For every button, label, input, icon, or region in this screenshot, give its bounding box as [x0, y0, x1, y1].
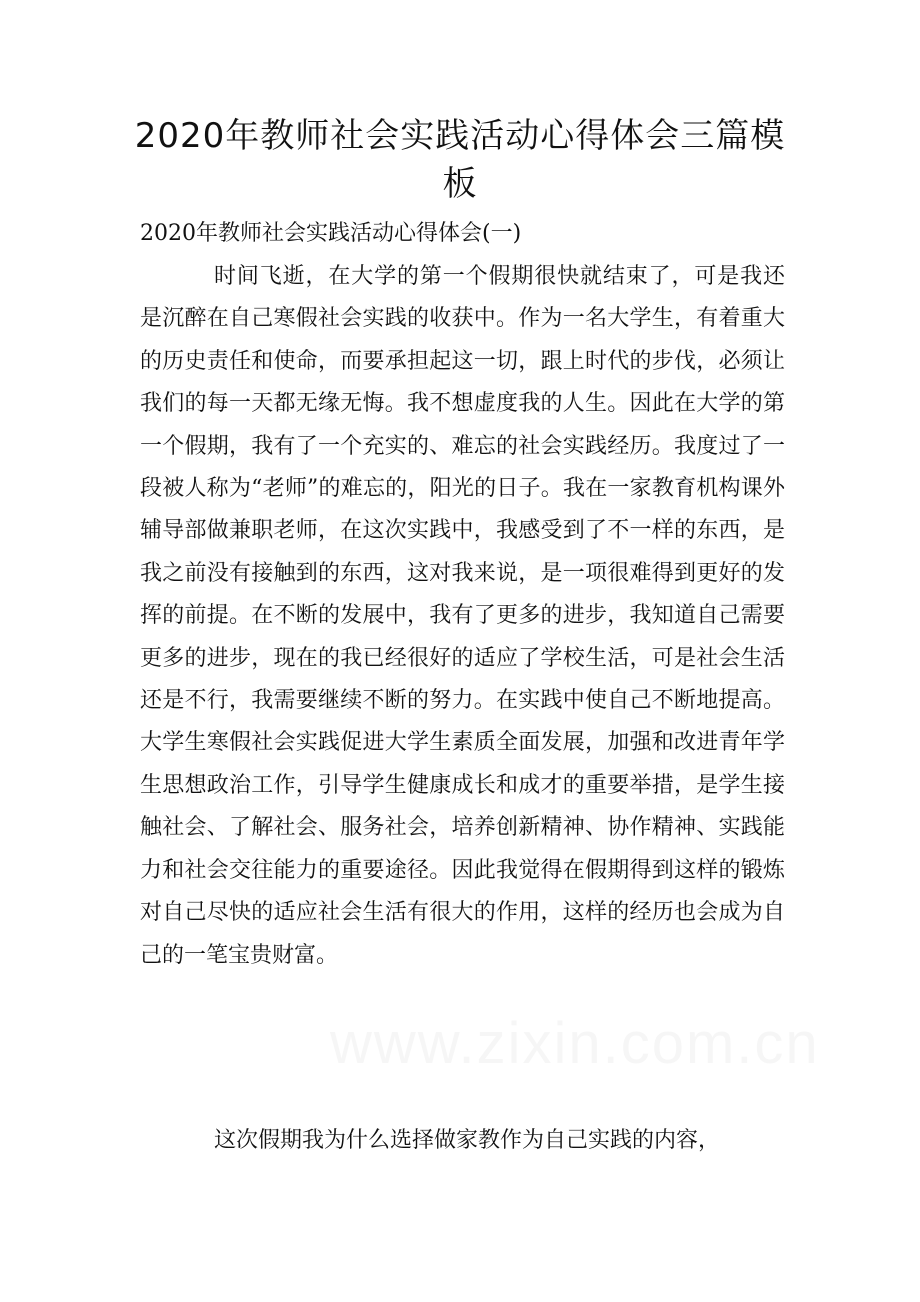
body-paragraph-2: 这次假期我为什么选择做家教作为自己实践的内容， [214, 1128, 721, 1153]
body-paragraph-1: 时间飞逝，在大学的第一个假期很快就结束了，可是我还是沉醉在自己寒假社会实践的收获中。作为一名大学生，有着重大的历史责任和使命，而要承担起这一切，跟上时代的步伐，必须让我们的每一天都无缘无悔。我不想虚度我的人生。因此在大学的第一个假期，我有了一个充实的、难忘的社会实践经历。我度过了一段被人称为“老师”的难忘的，阳光的日子。我在一家教育机构课外辅导部做兼职老师，在这次实践中，我感受到了不一样的东西，是我之前没有接触到的东西，这对我来说，是一项很难得到更好的发挥的前提。在不断的发展中，我有了更多的进步，我知道自己需要更多的进步，现在的我已经很好的适应了学校生活，可是社会生活还是不行，我需要继续不断的努力。在实践中使自己不断地提高。大学生寒假社会实践促进大学生素质全面发展，加强和改进青年学生思想政治工作，引导学生健康成长和成才的重要举措，是学生接触社会、了解社会、服务社会，培养创新精神、协作精神、实践能力和社会交往能力的重要途径。因此我觉得在假期得到这样的锻炼对自己尽快的适应社会生活有很大的作用，这样的经历也会成为自己的一笔宝贵财富。 [140, 264, 785, 968]
section-heading: 2020年教师社会实践活动心得体会(一) [140, 221, 522, 246]
document-title: 2020年教师社会实践活动心得体会三篇模板 [134, 116, 786, 204]
watermark: www.zixin.com.cn [330, 1011, 820, 1076]
